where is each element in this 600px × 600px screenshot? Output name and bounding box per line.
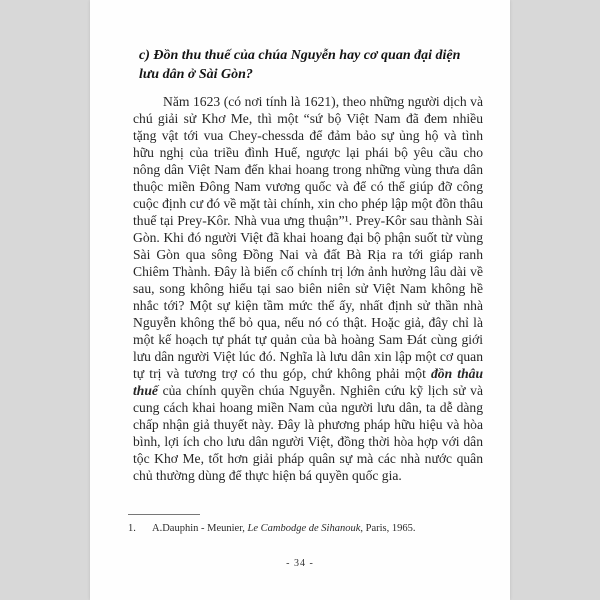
- footnote-work-title: Le Cambodge de Sihanouk: [247, 523, 361, 534]
- footnote-divider: [128, 514, 200, 515]
- paragraph-emphasis: đồn thâu thuế: [133, 366, 483, 398]
- book-page: [90, 0, 510, 600]
- heading-line-2: lưu dân ở Sài Gòn?: [139, 67, 253, 82]
- footnote-number: 1.: [128, 523, 136, 534]
- page-content: [133, 46, 483, 484]
- paragraph-text-post: của chính quyền chúa Nguyễn. Nghiên cứu kỹ lịch sử và cung cách khai hoang miền Nam của người lưu dân, ta dễ dàng chấp nhận giả thuyết này. Đây là phương pháp hữu hiệu và hòa bình, lợi ích cho lưu dân người Việt, đồng thời hòa hợp với dân tộc Khơ Me, tốt hơn giải pháp quân sự mà các nhà nước quân chủ thường dùng để thực hiện bá quyền quốc gia.: [133, 383, 483, 483]
- footnote-text-post: , Paris, 1965.: [360, 523, 416, 534]
- page-number: - 34 -: [286, 558, 314, 569]
- paragraph-text-pre: Năm 1623 (có nơi tính là 1621), theo những người dịch và chú giải sử Khơ Me, thì một “sứ bộ Việt Nam đã đem nhiều tặng vật tới vua Chey-chessda để đảm bảo sự ủng hộ và tình hữu nghị của triều đình Huế, ngược lại phái bộ yêu cầu cho nông dân Việt Nam đến khai hoang trong những vùng thưa dân thuộc miền Đông Nam vương quốc và để có thể giúp đỡ công cuộc định cư đó về mặt tài chính, xin cho phép lập một đồn thâu thuế tại Prey-Kôr. Nhà vua ưng thuận”¹. Prey-Kôr sau thành Sài Gòn. Khi đó người Việt đã khai hoang đại bộ phận suốt từ vùng Sài Gòn qua sông Đồng Nai và đất Bà Rịa ra tới giáp ranh Chiêm Thành. Đây là biến cố chính trị lớn ảnh hưởng lâu dài về sau, song không hiểu tại sao biên niên sử Việt Nam không hề nhắc tới? Một sự kiện tầm mức thế ấy, nhất định sử thần nhà Nguyễn không thể bỏ qua, nếu nó có thật. Hoặc giả, đây chỉ là một kế hoạch tự phát tự quản của bà hoàng Sam Đát cùng giới lưu dân người Việt lúc đó. Nghĩa là lưu dân xin lập một cơ quan tự trị và tương trợ có thu góp, chứ không phải một: [133, 94, 483, 381]
- footnote: [128, 522, 488, 535]
- heading-line-1: c) Đồn thu thuế của chúa Nguyễn hay cơ quan đại diện: [139, 48, 461, 63]
- footnote-text: [152, 522, 416, 535]
- section-heading: [133, 46, 483, 84]
- body-paragraph: [133, 93, 483, 484]
- footnote-block: [128, 514, 488, 535]
- footnote-text-pre: A.Dauphin - Meunier,: [152, 523, 248, 534]
